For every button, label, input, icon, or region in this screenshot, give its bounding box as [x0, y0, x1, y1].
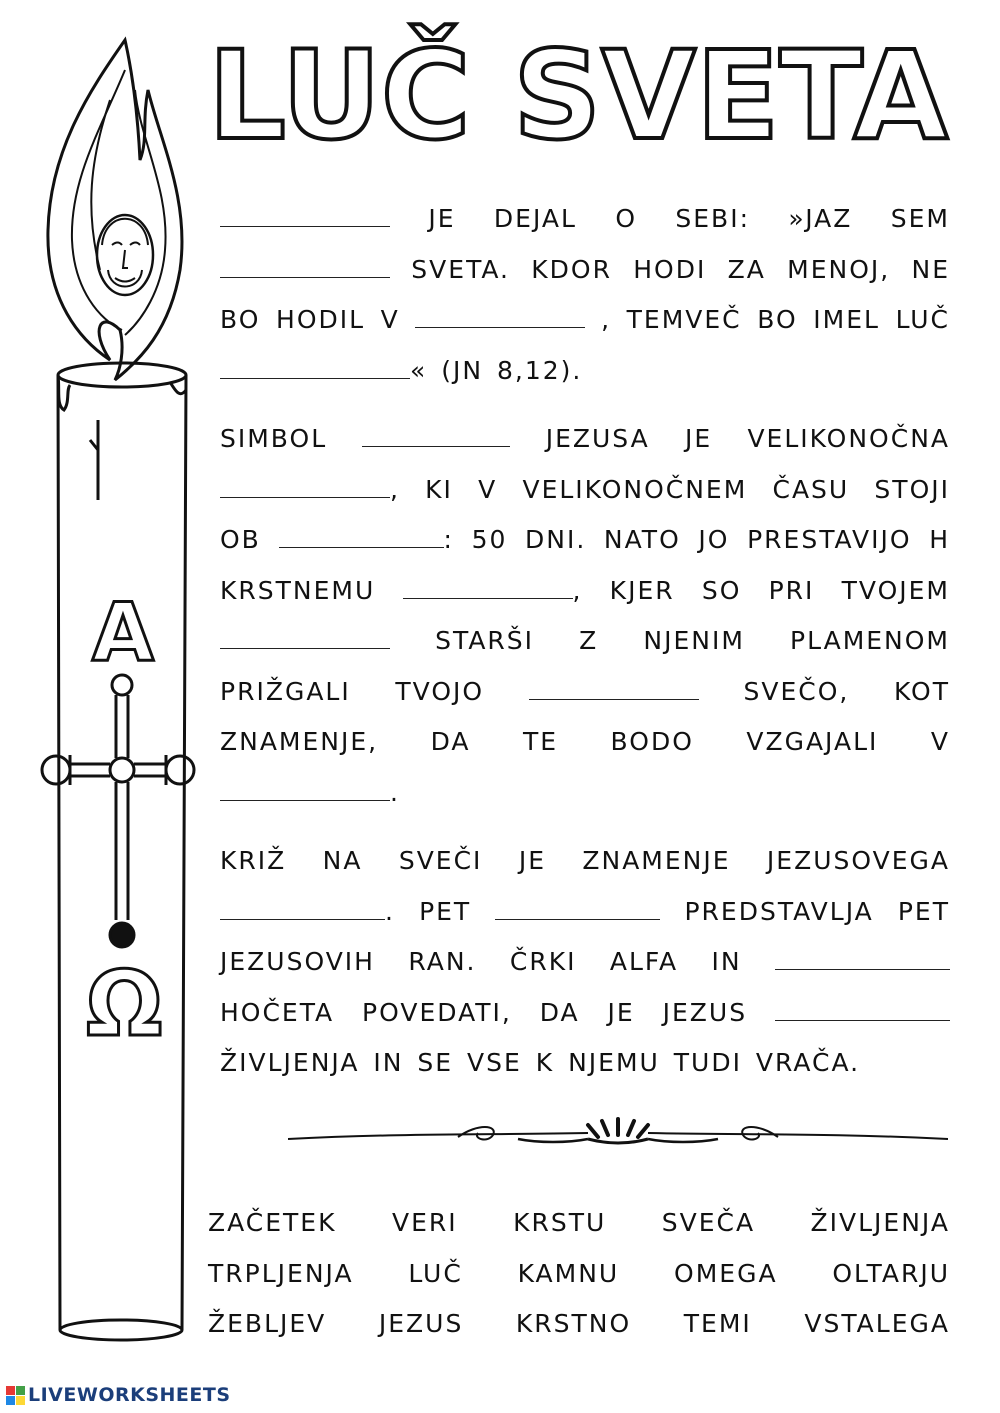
- word-bank-item[interactable]: ŽIVLJENJA: [810, 1208, 950, 1237]
- blank-15[interactable]: [775, 998, 950, 1021]
- page-title-text: LUČ SVETA: [208, 25, 948, 167]
- liveworksheets-logo[interactable]: [6, 1381, 231, 1409]
- blank-10[interactable]: [529, 677, 699, 700]
- blank-8[interactable]: [403, 576, 573, 599]
- word-bank-item[interactable]: KAMNU: [517, 1259, 620, 1288]
- blank-6[interactable]: [220, 475, 390, 498]
- ornament-divider: [288, 1113, 948, 1153]
- svg-text:Ω: Ω: [86, 952, 163, 1057]
- blank-2[interactable]: [220, 255, 390, 278]
- blank-13[interactable]: [495, 897, 660, 920]
- word-bank-item[interactable]: KRSTU: [513, 1208, 607, 1237]
- paragraph-1: JE DEJAL O SEBI: »JAZ SEM SVETA. KDOR HODI ZA MENOJ, NE BO HODIL V , TEMVEČ BO IMEL LUČ « (JN 8,12).: [220, 204, 951, 385]
- svg-text:A: A: [92, 586, 154, 679]
- logo-squares-icon: [6, 1386, 25, 1405]
- word-bank-row-3: [208, 1299, 950, 1349]
- flourish-icon: [588, 1119, 648, 1137]
- alpha-symbol: [92, 586, 154, 679]
- paragraph-3: KRIŽ NA SVEČI JE ZNAMENJE JEZUSOVEGA . PET PREDSTAVLJA PET JEZUSOVIH RAN. ČRKI ALFA IN HOČETA POVEDATI, DA JE JEZUS ŽIVLJENJA IN SE VSE K NJEMU TUDI VRAČA.: [220, 846, 950, 1077]
- omega-symbol: [86, 952, 163, 1057]
- word-bank-item[interactable]: OLTARJU: [832, 1259, 950, 1288]
- cross-icon: [42, 675, 194, 947]
- word-bank-row-2: [208, 1249, 950, 1299]
- footer-brand: LIVEWORKSHEETS: [28, 1384, 231, 1406]
- word-bank-item[interactable]: SVEČA: [661, 1208, 756, 1237]
- blank-1[interactable]: [220, 204, 390, 227]
- page-title: [200, 20, 960, 170]
- word-bank-item[interactable]: VERI: [391, 1208, 458, 1237]
- paschal-candle-illustration: [30, 30, 210, 1390]
- word-bank-item[interactable]: KRSTNO: [515, 1309, 632, 1338]
- word-bank-item[interactable]: OMEGA: [674, 1259, 778, 1288]
- blank-14[interactable]: [775, 947, 950, 970]
- paragraph-2: SIMBOL JEZUSA JE VELIKONOČNA , KI V VELIKONOČNEM ČASU STOJI OB : 50 DNI. NATO JO PRESTAVIJO H KRSTNEMU , KJER SO PRI TVOJEM STARŠI Z NJENIM PLAMENOM PRIŽGALI TVOJO SVEČO, KOT ZNAMENJE, DA TE BODO VZGAJALI V .: [220, 424, 951, 807]
- word-bank-item[interactable]: TRPLJENJA: [208, 1259, 354, 1288]
- candle-body: [58, 375, 186, 1330]
- word-bank-item[interactable]: LUČ: [408, 1259, 463, 1288]
- blank-12[interactable]: [220, 897, 385, 920]
- word-bank-item[interactable]: JEZUS: [378, 1309, 464, 1338]
- word-bank-item[interactable]: ZAČETEK: [208, 1208, 337, 1237]
- blank-11[interactable]: [220, 778, 390, 801]
- word-bank-item[interactable]: VSTALEGA: [804, 1309, 950, 1338]
- blank-5[interactable]: [362, 424, 510, 447]
- word-bank-row-1: [208, 1198, 950, 1248]
- blank-7[interactable]: [279, 525, 444, 548]
- blank-4[interactable]: [220, 356, 410, 379]
- word-bank-item[interactable]: TEMI: [683, 1309, 752, 1338]
- blank-3[interactable]: [415, 305, 585, 328]
- word-bank-item[interactable]: ŽEBLJEV: [208, 1309, 327, 1338]
- blank-9[interactable]: [220, 626, 390, 649]
